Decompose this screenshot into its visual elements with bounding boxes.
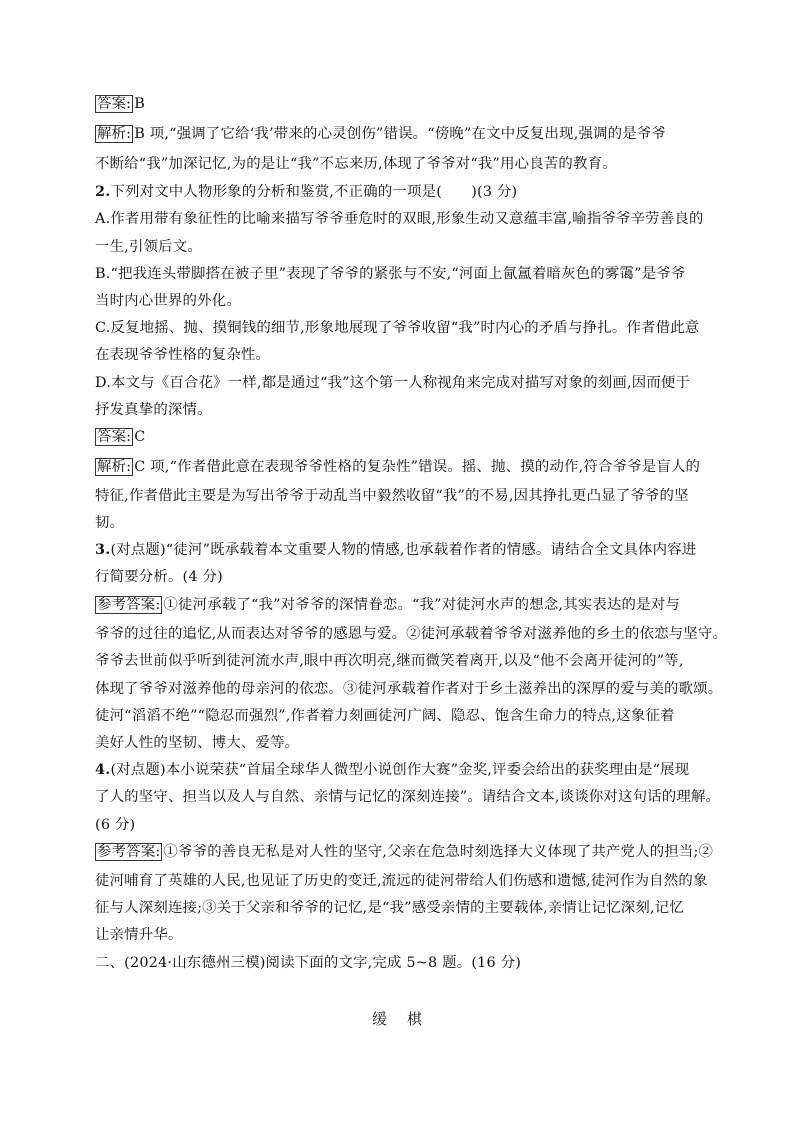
answer-value: C (134, 429, 146, 445)
option-c-line-1: C.反复地摇、抛、摸铜钱的细节,形象地展现了爷爷收留“我”时内心的矛盾与挣扎。作者借此意 (95, 320, 700, 336)
option-a-line-2: 一生,引领后文。 (95, 239, 202, 255)
answer-value: B (134, 96, 146, 112)
question-text: (对点题)本小说荣获“首届全球华人微型小说创作大赛”金奖,评委会给出的获奖理由是“展现 (110, 762, 690, 778)
question-text: 下列对文中人物形象的分析和鉴赏,不正确的一项是( )(3 分) (110, 184, 518, 200)
option-b-line-2: 当时内心世界的外化。 (95, 293, 241, 309)
analysis-1-line-1 (95, 125, 666, 143)
question-number: 3. (95, 541, 111, 558)
reference-3-line-5: 徒河“滔滔不绝”“隐忍而强烈”,作者着力刻画徒河广阔、隐忍、饱含生命力的特点,这象征着 (95, 708, 675, 724)
reference-3-line-6: 美好人性的坚韧、博大、爱等。 (95, 735, 300, 751)
story-title: 缓棋 (371, 1010, 442, 1028)
question-3-stem-1 (95, 541, 696, 559)
option-a-line-1: A.作者用带有象征性的比喻来描写爷爷垂危时的双眼,形象生动又意蕴丰富,喻指爷爷辛劳善良的 (95, 211, 704, 227)
question-number: 2. (95, 183, 111, 200)
question-number: 4. (95, 761, 111, 778)
analysis-2-line-2: 特征,作者借此主要是为写出爷爷于动乱当中毅然收留“我”的不易,因其挣扎更凸显了爷爷的坚 (95, 488, 689, 504)
reference-3-line-1 (95, 596, 680, 614)
analysis-text: C 项,“作者借此意在表现爷爷性格的复杂性”错误。摇、抛、摸的动作,符合爷爷是盲人的 (134, 459, 701, 475)
answer-2 (95, 428, 145, 446)
analysis-label: 解析: (97, 459, 132, 475)
reference-answer-label: 参考答案: (97, 844, 161, 860)
reference-4-line-3: 征与人深刻连接;③关于父亲和爷爷的记忆,是“我”感受亲情的主要载体,亲情让记忆深刻,记忆 (95, 900, 684, 916)
reference-4-line-4: 让亲情升华。 (95, 927, 183, 943)
question-4-stem-1 (95, 761, 689, 779)
reference-answer-label: 参考答案: (97, 597, 161, 613)
reference-text: ①爷爷的善良无私是对人性的坚守,父亲在危急时刻选择大义体现了共产党人的担当;② (163, 844, 714, 860)
section-2-heading: 二、(2024·山东德州三模)阅读下面的文字,完成 5~8 题。(16 分) (95, 955, 522, 971)
answer-label: 答案: (97, 96, 132, 112)
reference-3-line-4: 体现了爷爷对滋养他的母亲河的依恋。③徒河承载着作者对于乡土滋养出的深厚的爱与美的歌颂。 (95, 681, 723, 697)
reference-text: ①徒河承载了“我”对爷爷的深情眷恋。“我”对徒河水声的想念,其实表达的是对与 (163, 597, 680, 613)
analysis-2-line-3: 韧。 (95, 515, 125, 531)
answer-1 (95, 95, 145, 113)
question-4-stem-3: (6 分) (95, 817, 136, 833)
option-c-line-2: 在表现爷爷性格的复杂性。 (95, 347, 271, 363)
question-4-stem-2: 了人的坚守、担当以及人与自然、亲情与记忆的深刻连接”。请结合文本,谈谈你对这句话的理解。 (95, 789, 721, 805)
reference-3-line-3: 爷爷去世前似乎听到徒河流水声,眼中再次明亮,继而微笑着离开,以及“他不会离开徒河的”等, (95, 653, 684, 669)
reference-4-line-1 (95, 843, 713, 861)
question-2-stem (95, 183, 517, 201)
option-d-line-2: 抒发真挚的深情。 (95, 402, 212, 418)
analysis-text: B 项,“强调了它给‘我’带来的心灵创伤”错误。“傍晚”在文中反复出现,强调的是爷爷 (134, 126, 667, 142)
option-b-line-1: B.“把我连头带脚搭在被子里”表现了爷爷的紧张与不安,“河面上氤氲着暗灰色的雾霭”是爷爷 (95, 266, 686, 282)
analysis-label: 解析: (97, 126, 132, 142)
analysis-2-line-1 (95, 458, 700, 476)
reference-4-line-2: 徒河哺育了英雄的人民,也见证了历史的变迁,流远的徒河带给人们伤感和遗憾,徒河作为自然的象 (95, 873, 708, 889)
option-d-line-1: D.本文与《百合花》一样,都是通过“我”这个第一人称视角来完成对描写对象的刻画,因而便于 (95, 375, 691, 391)
question-text: (对点题)“徒河”既承载着本文重要人物的情感,也承载着作者的情感。请结合全文具体内容进 (110, 542, 697, 558)
analysis-1-line-2: 不断给“我”加深记忆,为的是让“我”不忘来历,体现了爷爷对“我”用心良苦的教育。 (95, 156, 617, 172)
question-3-stem-2: 行简要分析。(4 分) (95, 569, 223, 585)
answer-label: 答案: (97, 429, 132, 445)
reference-3-line-2: 爷爷的过往的追忆,从而表达对爷爷的感恩与爱。②徒河承载着爷爷对滋养他的乡土的依恋与坚守。 (95, 626, 728, 642)
